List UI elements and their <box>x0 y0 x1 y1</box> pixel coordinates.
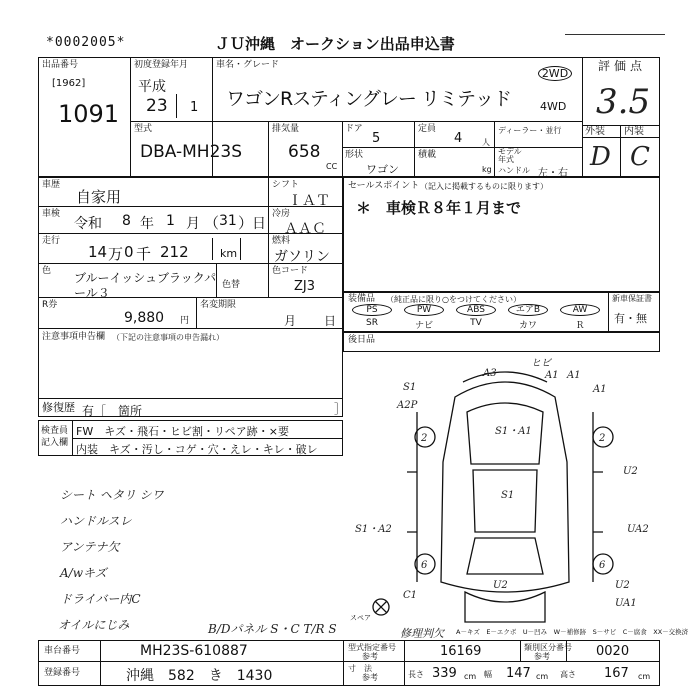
damage-mark: ヒビ <box>531 358 551 369</box>
inspector-label-1: 検査員 <box>41 426 69 436</box>
aircon-value: ＡＡＣ <box>284 221 326 237</box>
chassis-value: MH23S-610887 <box>140 643 248 659</box>
doors-label: ドア <box>345 124 363 134</box>
model-name-value: ワゴンRスティングレー リミテッド <box>226 88 511 110</box>
height-value: 167 <box>604 666 629 681</box>
form-title: ＪＵ沖縄 オークション出品申込書 <box>215 35 455 53</box>
drive-2wd: 2WD <box>538 66 572 81</box>
front-bumper <box>463 372 547 382</box>
sales-point-box <box>343 177 660 292</box>
tire-depth: 6 <box>599 560 606 571</box>
equipment-item-top: PS <box>352 304 392 316</box>
equipment-item-top: ABS <box>456 304 496 316</box>
capacity-unit: 人 <box>482 138 490 147</box>
handwritten-note: A/wキズ <box>60 566 107 580</box>
transfer-label: 名変期限 <box>200 300 237 310</box>
grade-label: 評価点 <box>598 59 647 73</box>
post-install-label: 後日品 <box>348 335 376 345</box>
displacement-value: 658 <box>288 142 321 162</box>
sales-label: セールスポイント <box>348 181 420 191</box>
damage-mark: S1 <box>501 490 515 501</box>
damage-mark: S1 <box>403 382 417 393</box>
fuel-value: ガソリン <box>274 249 330 265</box>
sales-value: ＊ 車検Ｒ８年１月まで <box>356 199 522 217</box>
inspector-label-2: 記入欄 <box>41 438 69 448</box>
inspection-day: 31 <box>219 213 237 229</box>
diagram-marks <box>355 358 649 609</box>
load-label: 積載 <box>418 150 437 160</box>
inspector-row-2: 内装 キズ・汚し・コゲ・穴・えレ・キレ・破レ <box>76 443 318 456</box>
shape-value: ワゴン <box>366 163 399 176</box>
first-reg-label: 初度登録年月 <box>134 60 189 70</box>
damage-mark: U2 <box>615 580 630 591</box>
plate-label: 登録番号 <box>44 668 81 678</box>
equipment-item-bottom: TV <box>470 318 482 328</box>
notes-label: 注意事項申告欄 <box>42 332 106 342</box>
color-line2: ール３ <box>74 286 110 300</box>
cc-unit: CC <box>326 162 338 171</box>
load-unit: kg <box>482 165 492 174</box>
damage-mark: UA1 <box>615 598 637 609</box>
equipment-item-bottom: Ｒ <box>575 321 585 331</box>
handwritten-note: シート ヘタリ シワ <box>60 488 164 502</box>
serial-number: *0002005* <box>46 35 126 50</box>
lot-label: 出品番号 <box>42 60 79 70</box>
doors-value: 5 <box>372 131 381 146</box>
equipment-label: 装備品 <box>348 294 376 304</box>
repair-label: 修復歴 <box>42 401 75 414</box>
spare-label: スペア <box>350 614 371 622</box>
equipment-item-top: PW <box>404 304 444 316</box>
equipment-item-bottom: ナビ <box>414 321 433 331</box>
color-code-label: 色コード <box>272 266 309 276</box>
handwritten-note: オイルにじみ <box>58 618 130 632</box>
length-value: 339 <box>432 666 457 681</box>
usage-label: 車歴 <box>42 180 61 190</box>
equipment-hint: （純正品に限り○をつけてください） <box>386 295 521 304</box>
damage-mark: A1 <box>545 370 559 381</box>
plate-value: 沖縄 582 き 1430 <box>126 668 273 684</box>
damage-mark: A1 <box>593 384 607 395</box>
recycle-unit: 円 <box>180 316 190 326</box>
mileage-unit: km <box>220 247 238 260</box>
width-value: 147 <box>506 666 531 681</box>
damage-mark: A3 <box>483 368 497 379</box>
usage-value: 自家用 <box>76 188 122 206</box>
equipment-item-bottom: カワ <box>518 321 537 331</box>
damage-mark: A2P <box>397 400 418 411</box>
shift-label: シフト <box>272 180 300 190</box>
inspection-month: 1 <box>166 213 175 229</box>
lot-number: 1091 <box>58 100 120 128</box>
auction-form: *0002005* ＪＵ沖縄 オークション出品申込書 出品番号 [1962] 1091 初度登録年月 平成 23 1 車名・グレード ワゴンRスティングレー リミテッド 2WD 4WD 評価点 3.5 外装 内装 D C 型式 DBA-MH23S 排気量 658 CC ドア 5 定員 4 人 ディーラー・並行 形状 ワゴン 積載 kg モデル年式 ハンドル 左・右 車歴 自家用 シフト ＩＡＴ 車検 令和 8 年 1 月 （ 31 ） 日 冷房 ＡＡＣ 走行 14 万 0 千 212 km 燃料 ガソリン 色 ブルーイッシュブラックパ ール３ 色替 色コード ZJ3 R券 9,880 円 名変期限 月 日 注意事項申告欄 （下記の注意事項の申告漏れ） 修復歴 有［ 箇所 ］ セールスポイント （記入に掲載するものに限ります） ＊ 車検Ｒ８年１月まで 装備品 （純正品に限り○をつけてください） 新車保証書 有・無 PS SR PW ナビ ABS TV エアB カワ AW Ｒ 後日品 検査員 記入欄 FW キズ・飛石・ヒビ割・リペア跡・×要 内装 キズ・汚し・コゲ・穴・えレ・キレ・破レ シート ヘタリ シワ ハンドルスレ アンテナ欠 A/wキズ ドライバー内C オイルにじみ B/Dパネル S・C T/R S A3 ヒビ A1 A1 S1 A2P S1・A1 U2 S1 S1・A2 UA2 U2 U2 C1 UA1 A1 2 2 6 6 スペア 修理判欠 A－キズ E－エクボ U－凹み W－補修跡 S－サビ C－腐食 XX－交換済 車台番号 MH23S-610887 登録番号 沖縄 582 き 1430 型式指定番号 参考 16169 類別区分番号 参考 0020 寸 法 参考 長さ 339 cm 幅 147 cm 高さ 167 cm <box>0 0 700 700</box>
tire-depth: 2 <box>421 433 428 444</box>
equipment-item-bottom: SR <box>366 318 378 328</box>
inspection-era: 令和 <box>74 216 102 232</box>
damage-mark: C1 <box>403 590 418 601</box>
shape-label: 形状 <box>345 150 364 160</box>
rear-window <box>467 538 543 574</box>
handle-value: 左・右 <box>538 168 568 179</box>
first-reg-year: 23 <box>146 96 168 116</box>
int-label: 内装 <box>624 126 644 137</box>
handle-label: ハンドル <box>498 166 530 175</box>
tire-depth: 6 <box>421 560 428 571</box>
car-damage-diagram <box>345 352 663 637</box>
model-no-label: 型式指定番号 <box>348 643 396 652</box>
damage-legend: A－キズ E－エクボ U－凹み W－補修跡 S－サビ C－腐食 XX－交換済 <box>456 628 689 636</box>
shift-value: ＩＡＴ <box>288 193 330 209</box>
color-code: ZJ3 <box>294 279 316 294</box>
cat-value: 0020 <box>596 644 630 659</box>
model-year-label: モデル年式 <box>498 147 522 164</box>
roof <box>473 470 537 532</box>
rear-outline <box>465 592 545 622</box>
recycle-value: 9,880 <box>124 310 165 326</box>
mileage-man: 14 <box>88 243 108 261</box>
fuel-label: 燃料 <box>272 236 291 246</box>
first-reg-month: 1 <box>190 100 199 115</box>
repair-value: 有［ 箇所 <box>82 404 143 418</box>
tire-depth: 2 <box>599 433 606 444</box>
capacity-value: 4 <box>454 131 463 146</box>
damage-mark: S1・A1 <box>495 426 532 437</box>
ext-label: 外装 <box>585 126 605 137</box>
mileage-sen: 0 <box>124 243 134 261</box>
dim-label: 寸 法 <box>348 664 372 673</box>
damage-mark: U2 <box>623 466 638 477</box>
aircon-label: 冷房 <box>272 209 291 219</box>
damage-mark: S1・A2 <box>355 524 392 535</box>
first-reg-era: 平成 <box>138 79 166 95</box>
drive-4wd: 4WD <box>540 100 567 113</box>
inspection-label: 車検 <box>42 209 61 219</box>
ext-grade: D <box>590 142 611 172</box>
equipment-item-top: エアB <box>508 304 548 316</box>
mileage-rest: 212 <box>160 243 189 261</box>
model-name-label: 車名・グレード <box>216 60 280 70</box>
chassis-label: 車台番号 <box>44 646 81 656</box>
type-value: DBA-MH23S <box>140 142 243 162</box>
dealer-label: ディーラー・並行 <box>498 126 562 135</box>
post-install-box <box>343 332 660 352</box>
mileage-label: 走行 <box>42 236 61 246</box>
equipment-item-top: AW <box>560 304 600 316</box>
damage-mark: A1 <box>567 370 581 381</box>
color-line1: ブルーイッシュブラックパ <box>74 271 217 285</box>
notes-hint: （下記の注意事項の申告漏れ） <box>112 333 224 342</box>
damage-mark: U2 <box>493 580 508 591</box>
grade-value: 3.5 <box>596 82 651 122</box>
displacement-label: 排気量 <box>272 124 300 134</box>
new-warranty-label: 新車保証書 <box>612 294 652 303</box>
cat-label: 類別区分番号 <box>524 643 572 652</box>
color-label: 色 <box>42 266 52 276</box>
int-grade: C <box>630 142 650 172</box>
recycle-label: R券 <box>42 300 58 310</box>
damage-mark: UA2 <box>627 524 649 535</box>
handwritten-note: アンテナ欠 <box>60 540 120 554</box>
handwritten-note: ハンドルスレ <box>60 514 132 528</box>
header-rule <box>565 34 665 35</box>
spare-x <box>375 601 387 613</box>
lot-sub: [1962] <box>52 78 86 89</box>
extra-note: B/Dパネル S・C T/R S <box>208 622 337 636</box>
car-top-outline <box>441 382 569 592</box>
color-change-label: 色替 <box>222 280 241 290</box>
model-no-value: 16169 <box>440 644 482 659</box>
capacity-label: 定員 <box>418 124 437 134</box>
type-label: 型式 <box>134 124 153 134</box>
repair-legend: 修理判欠 <box>400 627 444 640</box>
inspector-row-1: FW キズ・飛石・ヒビ割・リペア跡・×要 <box>76 425 289 438</box>
handwritten-note: ドライバー内C <box>60 592 141 606</box>
sales-hint: （記入に掲載するものに限ります） <box>420 182 548 191</box>
inspection-year: 8 <box>122 213 131 229</box>
new-warranty-value: 有・無 <box>614 312 647 325</box>
